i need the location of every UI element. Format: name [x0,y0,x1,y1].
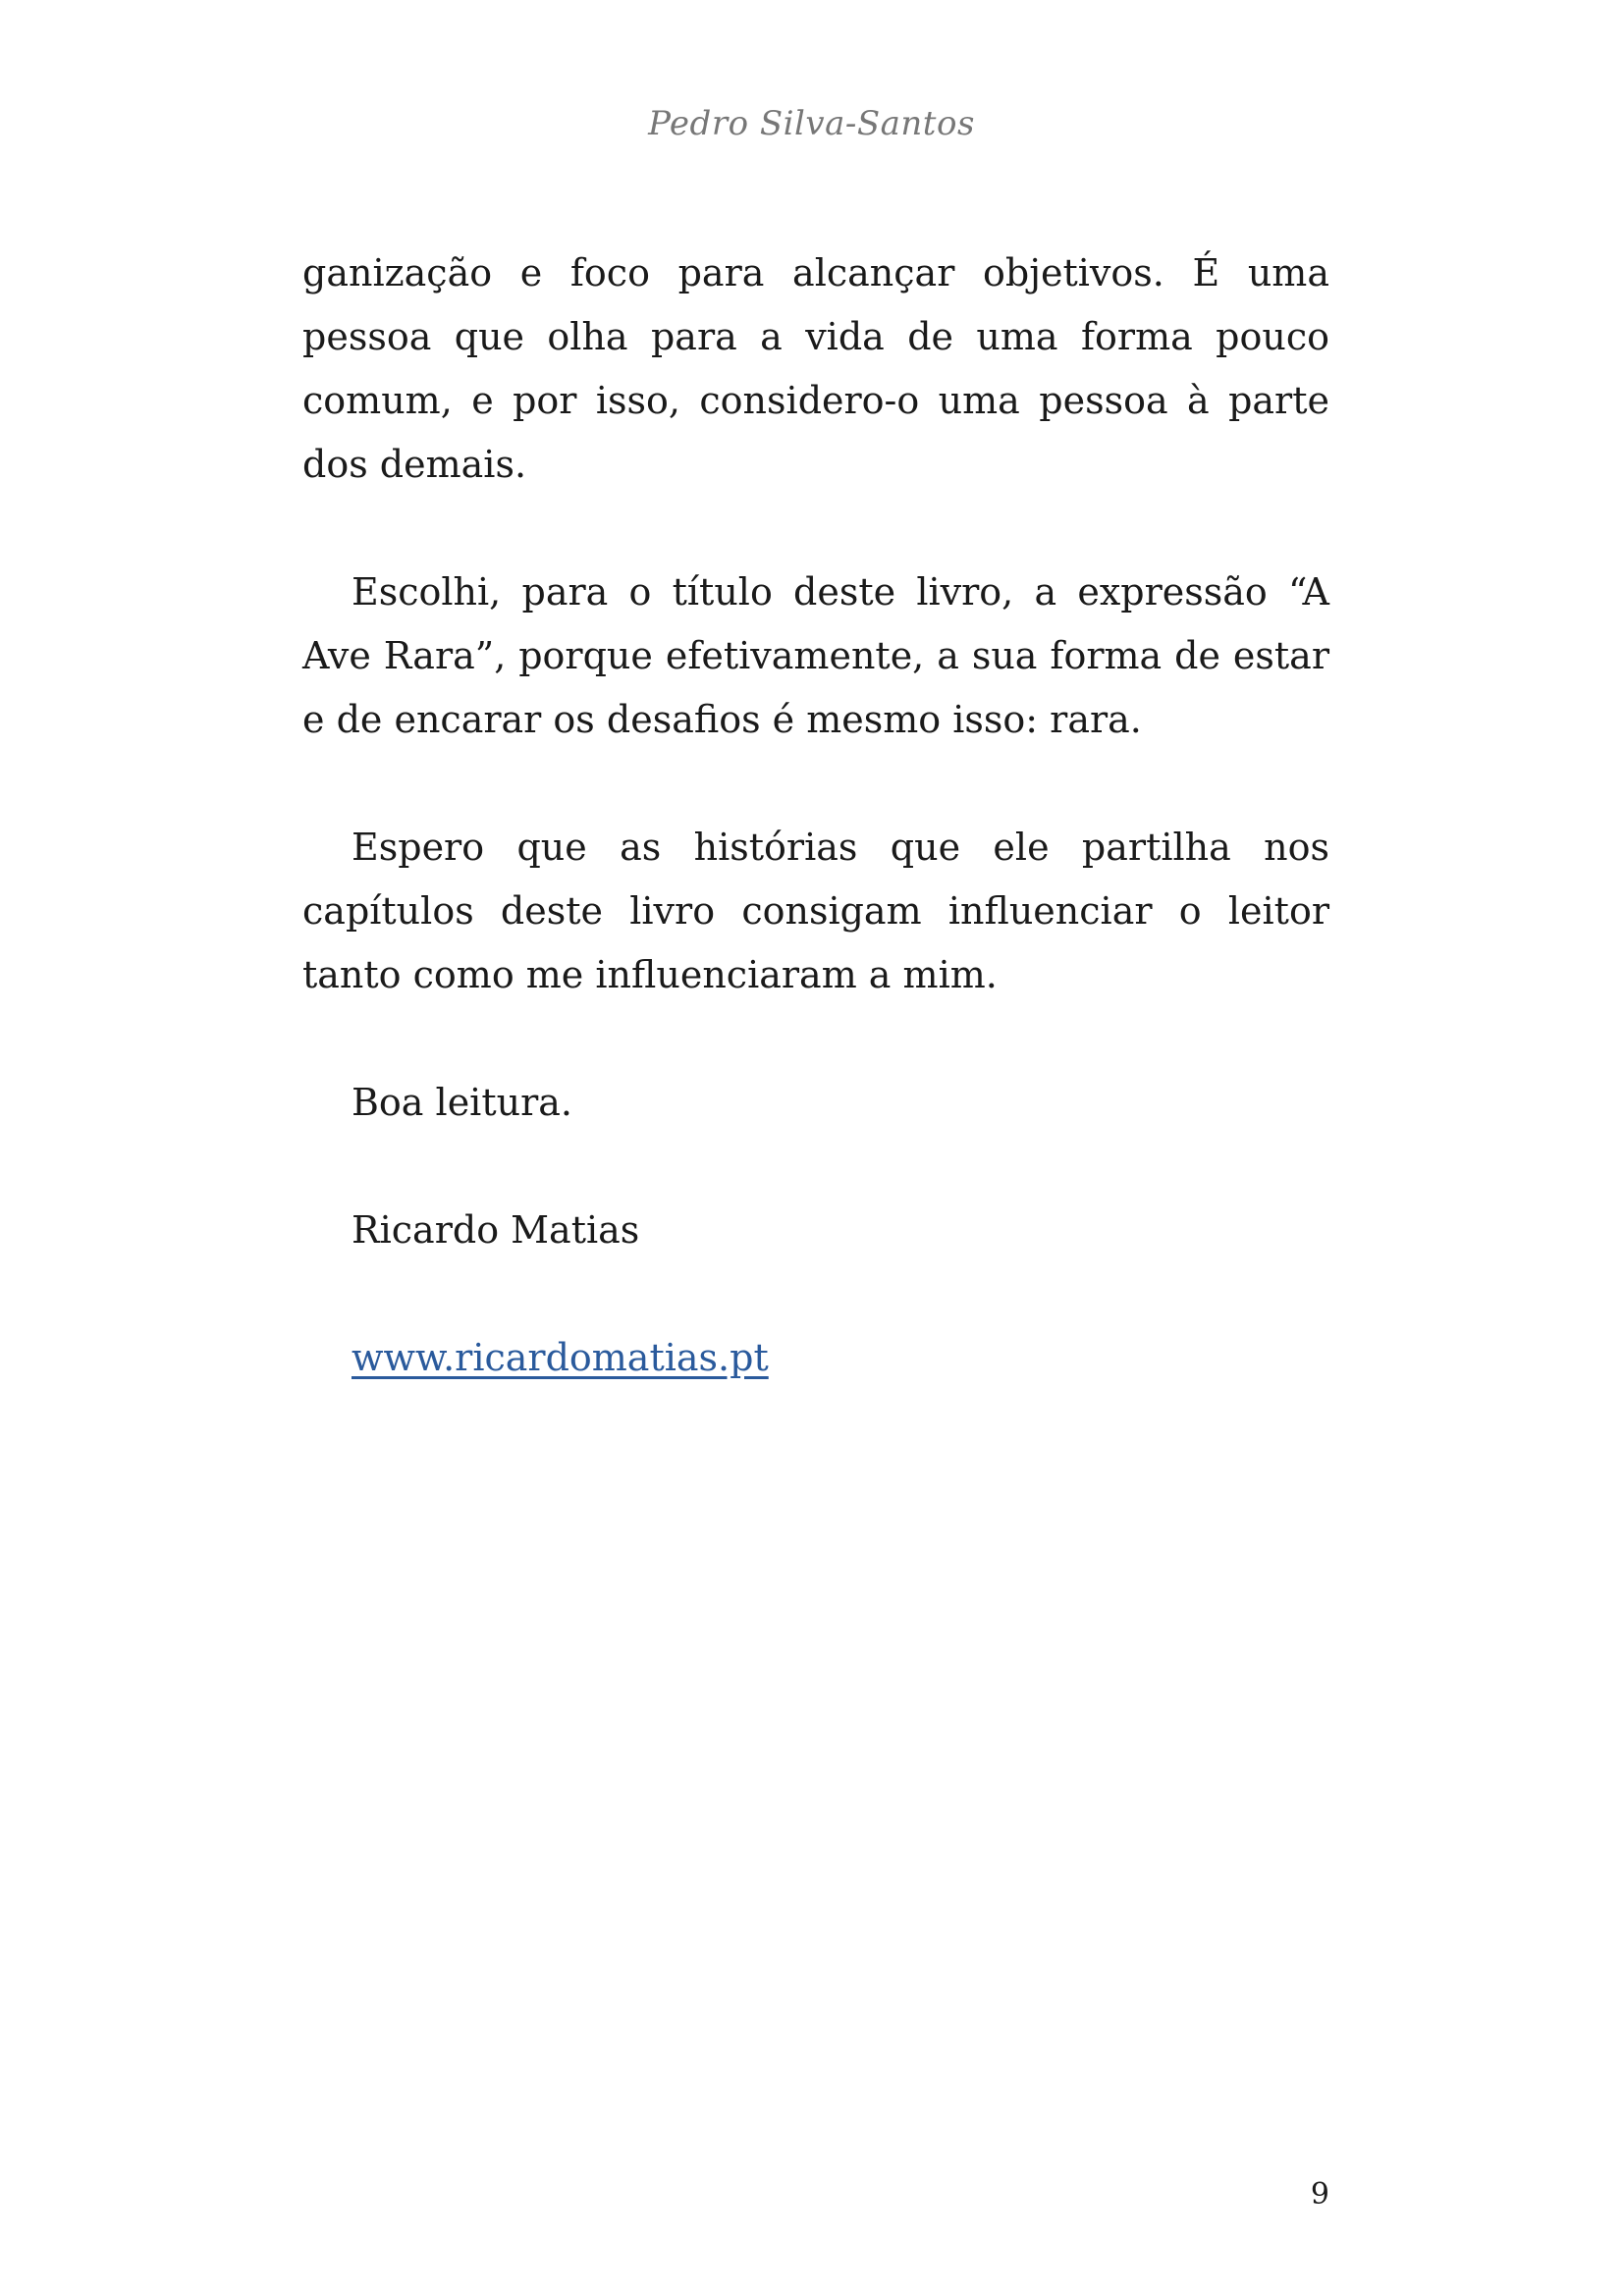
website-link[interactable]: www.ricardomatias.pt [352,1336,769,1379]
running-header: Pedro Silva-Santos [648,104,975,143]
body-text [302,241,1329,1454]
paragraph-title-choice: Escolhi, para o título deste livro, a expressão “A Ave Rara”, porque efetivamente, a sua forma de estar e de encarar os desafios é mesmo isso: rara. [302,570,1329,741]
website-line [302,1326,1329,1390]
author-signature: Ricardo Matias [352,1208,640,1252]
paragraph-hope: Espero que as histórias que ele partilha nos capítulos deste livro consigam influenciar o leitor tanto como me influenciaram a mim. [302,826,1329,996]
paragraph-continuation: ganização e foco para alcançar objetivos. É uma pessoa que olha para a vida de uma forma pouco comum, e por isso, considero-o uma pessoa à parte dos demais. [302,251,1329,486]
page-number: 9 [1310,2177,1329,2212]
closing-greeting: Boa leitura. [352,1081,572,1124]
